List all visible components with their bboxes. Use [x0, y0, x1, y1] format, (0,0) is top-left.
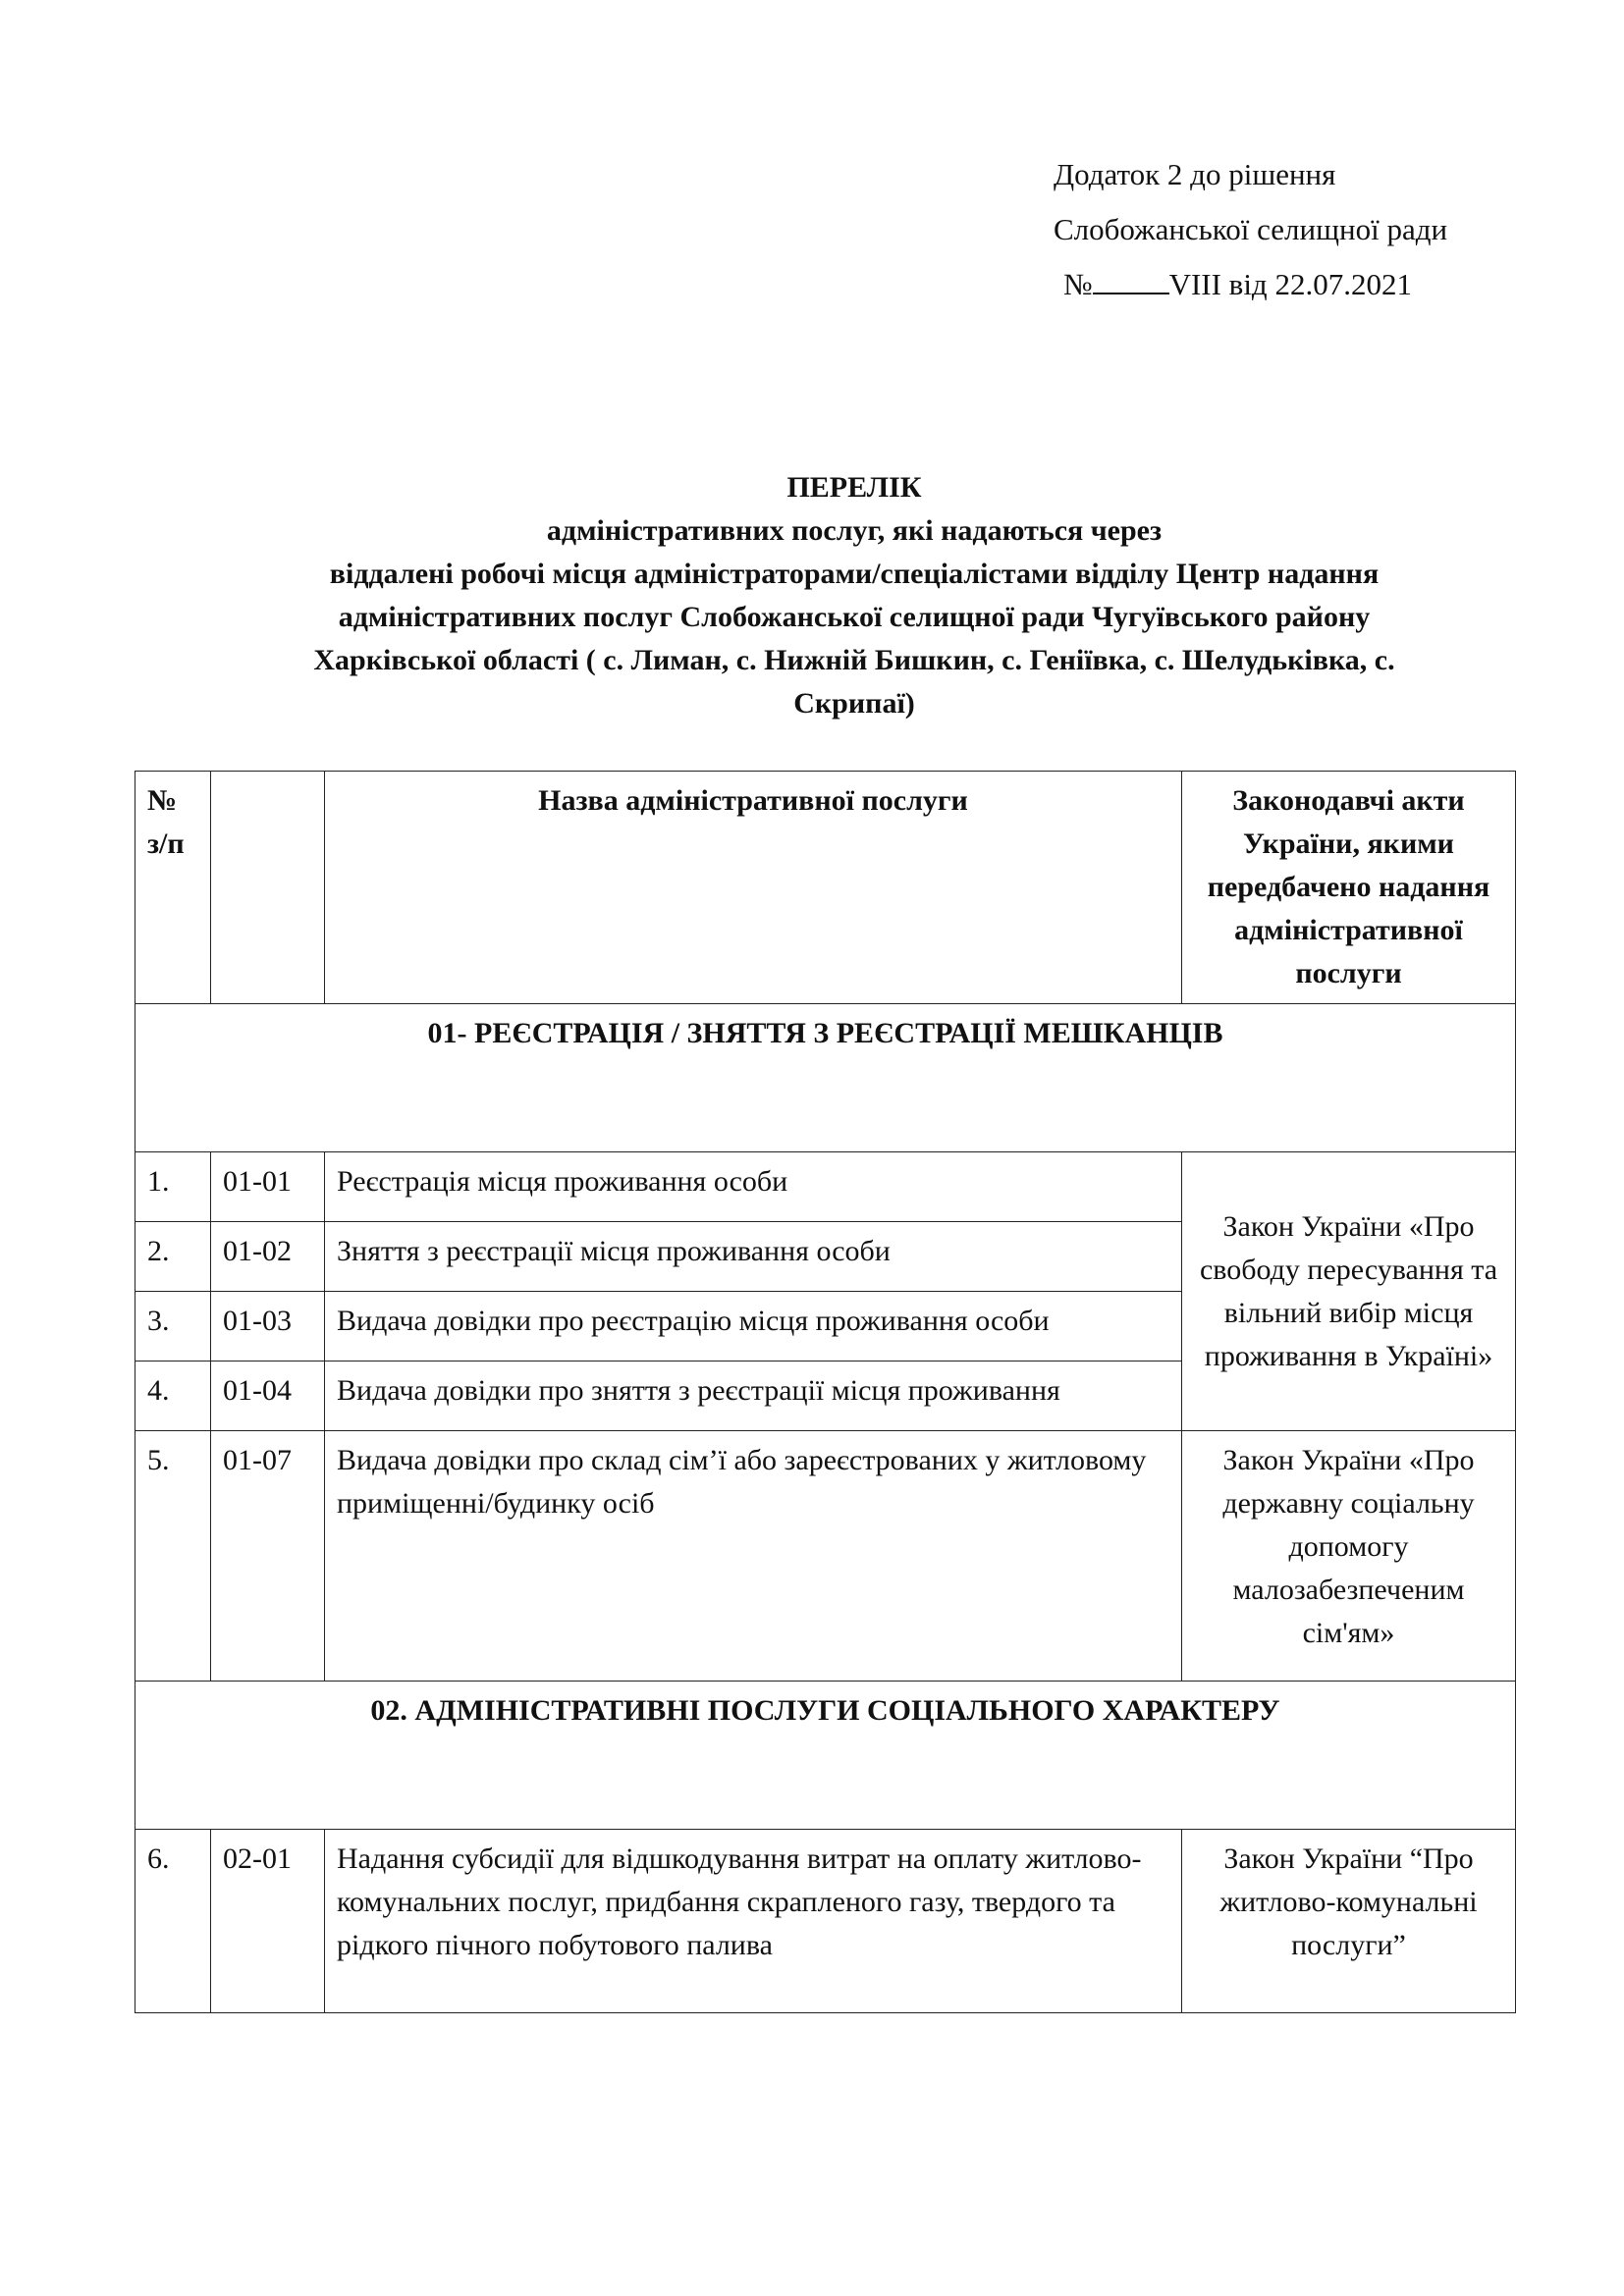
title-heading: ПЕРЕЛІК — [786, 471, 922, 504]
cell-code: 01-07 — [211, 1431, 325, 1682]
header-law: Законодавчі акти України, якими передбачено надання адміністративної послуги — [1182, 772, 1516, 1004]
annex-number-prefix: № — [1063, 267, 1093, 301]
cell-name: Реєстрація місця проживання особи — [325, 1152, 1182, 1222]
header-no: № з/п — [135, 772, 211, 1004]
cell-law: Закон України «Про державну соціальну допомогу малозабезпеченим сім'ям» — [1182, 1431, 1516, 1682]
cell-name: Зняття з реєстрації місця проживання особи — [325, 1222, 1182, 1292]
cell-law-section-1: Закон України «Про свободу пересування та вільний вибір місця проживання в Україні» — [1182, 1152, 1516, 1431]
table-row — [135, 1830, 1516, 2013]
cell-no: 2. — [135, 1222, 211, 1292]
cell-name: Надання субсидії для відшкодування витрат на оплату житлово-комунальних послуг, придбання скрапленого газу, твердого та рідкого пічного побутового палива — [325, 1830, 1182, 2013]
section-title-2: 02. АДМІНІСТРАТИВНІ ПОСЛУГИ СОЦІАЛЬНОГО ХАРАКТЕРУ — [135, 1682, 1516, 1830]
cell-name: Видача довідки про реєстрацію місця проживання особи — [325, 1292, 1182, 1362]
document-title — [196, 466, 1512, 725]
annex-line-1: Додаток 2 до рішення — [1054, 157, 1336, 191]
annex-line-2: Слобожанської селищної ради — [1054, 212, 1448, 246]
cell-code: 02-01 — [211, 1830, 325, 2013]
cell-name: Видача довідки про склад сім’ї або зареєстрованих у житловому приміщенні/будинку осіб — [325, 1431, 1182, 1682]
table-row — [135, 1152, 1516, 1222]
title-line-2: віддалені робочі місця адміністраторами/спеціалістами відділу Центр надання — [329, 558, 1380, 590]
cell-no: 4. — [135, 1362, 211, 1431]
cell-code: 01-02 — [211, 1222, 325, 1292]
title-line-5: Скрипаї) — [793, 687, 915, 720]
title-line-1: адміністративних послуг, які надаються через — [546, 514, 1163, 547]
cell-no: 1. — [135, 1152, 211, 1222]
annex-number-blank — [1093, 269, 1169, 294]
annex-header — [1054, 147, 1447, 312]
section-title-1: 01- РЕЄСТРАЦІЯ / ЗНЯТТЯ З РЕЄСТРАЦІЇ МЕШКАНЦІВ — [135, 1004, 1516, 1152]
cell-no: 5. — [135, 1431, 211, 1682]
services-table — [135, 771, 1516, 2013]
cell-code: 01-01 — [211, 1152, 325, 1222]
cell-no: 3. — [135, 1292, 211, 1362]
section-row-2 — [135, 1682, 1516, 1830]
table-row — [135, 1431, 1516, 1682]
cell-code: 01-03 — [211, 1292, 325, 1362]
header-name: Назва адміністративної послуги — [325, 772, 1182, 1004]
title-line-3: адміністративних послуг Слобожанської селищної ради Чугуївського району — [338, 601, 1371, 633]
annex-number-suffix: VIII від 22.07.2021 — [1168, 267, 1412, 301]
cell-no: 6. — [135, 1830, 211, 2013]
cell-name: Видача довідки про зняття з реєстрації місця проживання — [325, 1362, 1182, 1431]
header-code — [211, 772, 325, 1004]
section-row-1 — [135, 1004, 1516, 1152]
cell-law: Закон України “Про житлово-комунальні послуги” — [1182, 1830, 1516, 2013]
annex-number-line — [1054, 257, 1447, 312]
cell-code: 01-04 — [211, 1362, 325, 1431]
table-header-row — [135, 772, 1516, 1004]
title-line-4: Харківської області ( с. Лиман, с. Нижній Бишкин, с. Геніївка, с. Шелудьківка, с. — [313, 644, 1395, 676]
